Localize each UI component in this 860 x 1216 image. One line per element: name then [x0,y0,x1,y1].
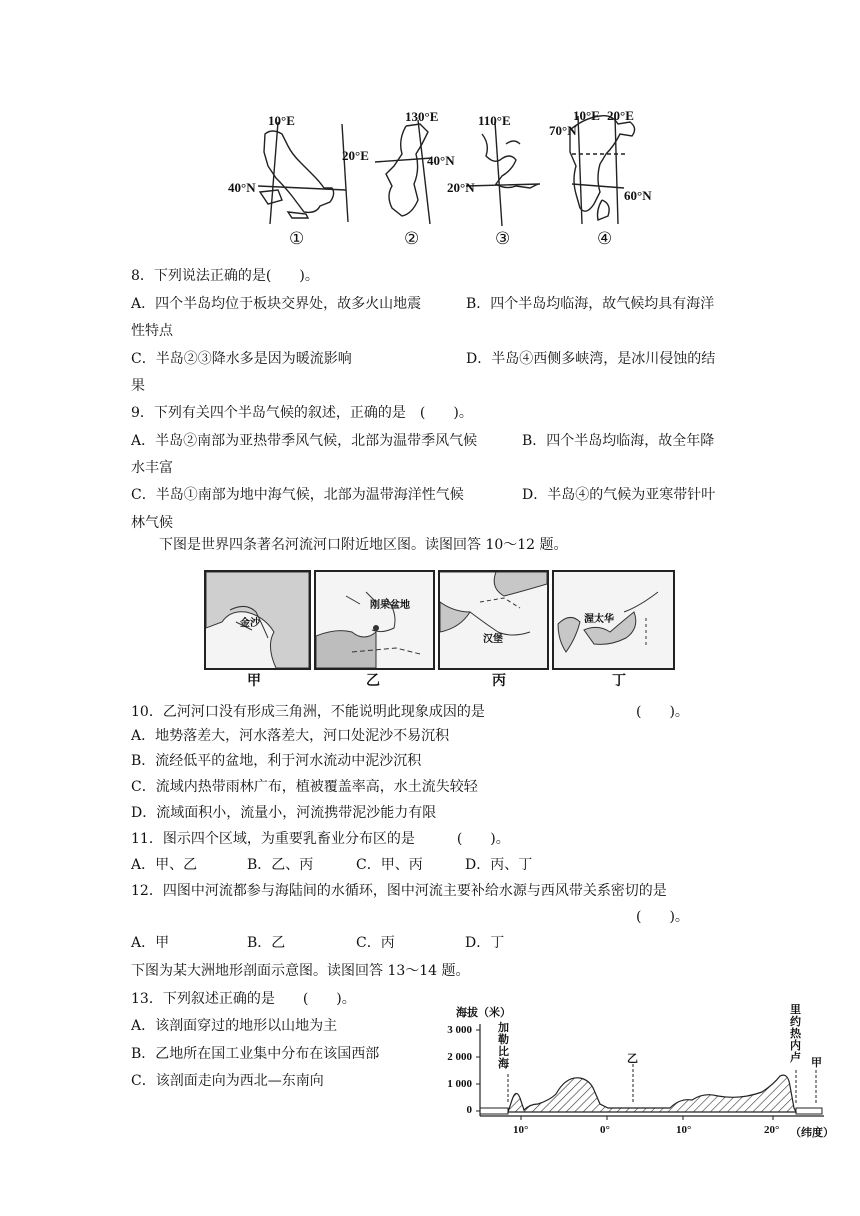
q10-option-d: D．流域面积小，流量小，河流携带泥沙能力有限 [131,805,437,821]
q8-option-d-cont: 果 [131,378,145,394]
label-60n: 60°N [624,188,652,203]
q9-option-b: B．四个半岛均临海，故全年降 [522,433,715,449]
map-ding-label: 渥太华 [584,614,614,625]
map-name-yi: 乙 [366,673,380,689]
q12-option-a: A．甲 [131,935,170,951]
label-20e-4: 20°E [607,108,634,123]
map-bing [438,570,549,670]
q8-stem: 8．下列说法正确的是( )。 [131,268,319,284]
profile-ytick-0: 0 [466,1104,472,1116]
q9-option-d: D．半岛④的气候为亚寒带针叶 [522,487,716,503]
q8-option-b-cont: 性特点 [131,323,173,339]
map-bing-label: 汉堡 [483,634,503,645]
q13-option-a: A．该剖面穿过的地形以山地为主 [131,1018,338,1034]
q9-option-a: A．半岛②南部为亚热带季风气候，北部为温带季风气候 [131,433,478,449]
intro-q10-12: 下图是世界四条著名河流河口附近地区图。读图回答 10～12 题。 [159,537,568,553]
label-10e-4: 10°E [573,108,600,123]
q12-option-c: C．丙 [356,935,395,951]
profile-ylabel: 海拔（米） [456,1007,511,1019]
q12-option-b: B．乙 [247,935,286,951]
q10-option-c: C．流域内热带雨林广布，植被覆盖率高，水土流失较轻 [131,779,478,795]
profile-xtick-10w: 10° [513,1124,529,1136]
profile-ytick-2000: 2 000 [447,1051,472,1063]
map-jia [204,570,311,670]
map-ding [552,570,675,670]
profile-xtick-0: 0° [600,1124,610,1136]
q10-stem: 10．乙河河口没有形成三角洲，不能说明此现象成因的是 [131,704,485,720]
terrain-profile [440,1000,832,1150]
intro-q13-14: 下图为某大洲地形剖面示意图。读图回答 13～14 题。 [131,963,470,979]
label-40n-1: 40°N [228,180,256,195]
profile-xtick-20: 20° [764,1124,780,1136]
peninsula-number-3: ③ [495,229,511,249]
q8-option-a: A．四个半岛均位于板块交界处，故多火山地震 [131,296,422,312]
map-yi-label: 刚果盆地 [370,600,410,611]
q12-stem: 12．四图中河流都参与海陆间的水循环，图中河流主要补给水源与西风带关系密切的是 [131,883,667,899]
q12-option-d: D．丁 [465,935,505,951]
q8-option-d: D．半岛④西侧多峡湾，是冰川侵蚀的结 [466,351,716,367]
profile-ytick-3000: 3 000 [447,1024,472,1036]
map-bing-svg [440,572,547,668]
peninsula-number-4: ④ [597,229,613,249]
map-jia-label: 金沙 [240,618,260,629]
profile-xtick-10: 10° [676,1124,692,1136]
q11-option-b: B．乙、丙 [247,857,314,873]
peninsula-number-2: ② [404,229,420,249]
q9-option-c: C．半岛①南部为地中海气候，北部为温带海洋性气候 [131,487,464,503]
map-name-jia: 甲 [247,673,261,689]
q8-option-c: C．半岛②③降水多是因为暖流影响 [131,351,352,367]
q9-option-d-cont: 林气候 [131,515,173,531]
q10-option-b: B．流经低平的盆地，利于河水流动中泥沙沉积 [131,753,422,769]
q10-option-a: A．地势落差大，河水落差大，河口处泥沙不易沉积 [131,728,450,744]
label-10e-1: 10°E [268,113,295,128]
q11-stem: 11．图示四个区域，为重要乳畜业分布区的是 ( )。 [131,831,510,847]
q13-option-b: B．乙地所在国工业集中分布在该国西部 [131,1046,380,1062]
q8-option-b: B．四个半岛均临海，故气候均具有海洋 [466,296,715,312]
profile-yi-label: 乙 [627,1053,638,1065]
q11-option-c: C．甲、丙 [356,857,423,873]
profile-xunit: （纬度） [790,1127,834,1139]
q9-option-b-cont: 水丰富 [131,460,173,476]
map-name-ding: 丁 [612,673,626,689]
q13-stem: 13．下列叙述正确的是 ( )。 [131,991,356,1007]
map-yi-svg [316,572,433,668]
q11-option-d: D．丙、丁 [465,857,533,873]
label-20n: 20°N [447,180,475,195]
q11-option-a: A．甲、乙 [131,857,198,873]
peninsula-number-1: ① [289,229,305,249]
map-yi [314,570,435,670]
q12-paren: ( )。 [636,909,689,925]
profile-sea-label: 加勒比海 [498,1022,509,1070]
q9-stem: 9．下列有关四个半岛气候的叙述，正确的是 ( )。 [131,405,473,421]
profile-jia-label: 甲 [811,1057,822,1069]
label-110e: 110°E [478,113,511,128]
label-70n: 70°N [549,123,577,138]
q10-paren: ( )。 [636,704,689,720]
label-130e: 130°E [405,109,439,124]
profile-rio-label: 里约热内卢 [790,1004,801,1064]
profile-ytick-1000: 1 000 [447,1078,472,1090]
map-name-bing: 丙 [492,673,506,689]
q13-option-c: C．该剖面走向为西北—东南向 [131,1073,324,1089]
label-40n-2: 40°N [427,153,455,168]
label-20e-2: 20°E [342,148,369,163]
